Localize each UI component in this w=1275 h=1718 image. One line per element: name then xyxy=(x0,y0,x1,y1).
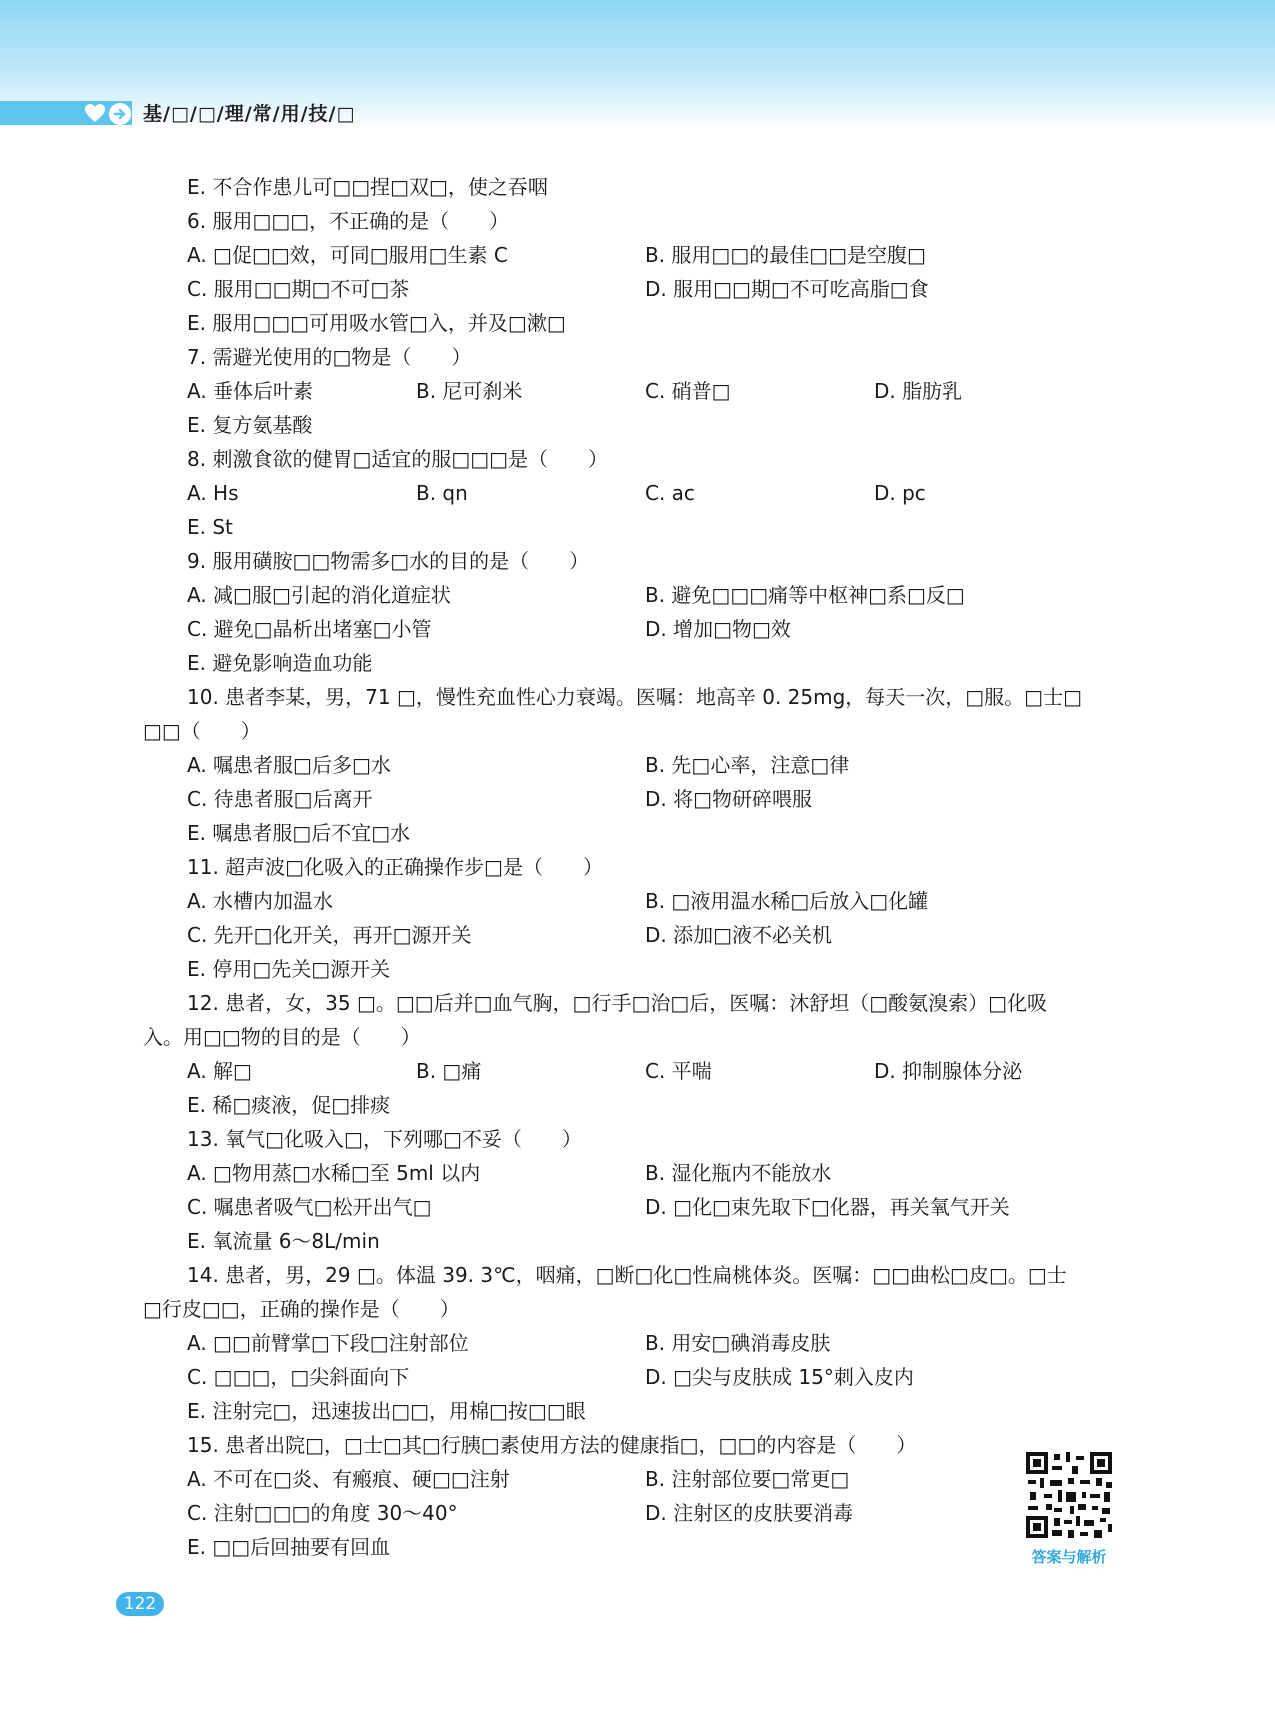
option-b: B. □痛 xyxy=(416,1059,482,1083)
option-c: C. 避免□晶析出堵塞□小管 xyxy=(187,617,432,641)
option-d: D. 将□物研碎喂服 xyxy=(645,787,813,811)
option-e: E. □□后回抽要有回血 xyxy=(187,1535,391,1559)
question-stem: 12. 患者，女，35 □。□□后并□血气胸，□行手□治□后，医嘱：沐舒坦（□酸氨溴索）□化吸 xyxy=(187,991,1048,1015)
option-e: E. 服用□□□可用吸水管□入，并及□漱□ xyxy=(187,311,566,335)
option-a: A. □□前臂掌□下段□注射部位 xyxy=(187,1331,469,1355)
option-c: C. 注射□□□的角度 30～40° xyxy=(187,1501,458,1525)
option-a: A. Hs xyxy=(187,481,239,505)
option-b: B. 避免□□□痛等中枢神□系□反□ xyxy=(645,583,965,607)
option-d: D. 抑制腺体分泌 xyxy=(874,1059,1023,1083)
option-e: E. 嘱患者服□后不宜□水 xyxy=(187,821,411,845)
option-a: A. □物用蒸□水稀□至 5ml 以内 xyxy=(187,1161,481,1185)
option-a: A. □促□□效，可同□服用□生素 C xyxy=(187,243,508,267)
option-e: E. 复方氨基酸 xyxy=(187,413,313,437)
option-e: E. 停用□先关□源开关 xyxy=(187,957,391,981)
book-title: 基/□/□/理/常/用/技/□ xyxy=(143,103,356,125)
option-c: C. 待患者服□后离开 xyxy=(187,787,373,811)
option-b: B. 先□心率，注意□律 xyxy=(645,753,850,777)
option-d: D. 注射区的皮肤要消毒 xyxy=(645,1501,854,1525)
question-stem: 7. 需避光使用的□物是（ ） xyxy=(187,345,472,369)
option-d: D. pc xyxy=(874,481,926,505)
question-stem: 6. 服用□□□，不正确的是（ ） xyxy=(187,209,510,233)
qr-caption: 答案与解析 xyxy=(1031,1548,1107,1566)
option-e: E. 氧流量 6～8L/min xyxy=(187,1229,380,1253)
question-stem: 15. 患者出院□，□士□其□行胰□素使用方法的健康指□，□□的内容是（ ） xyxy=(187,1433,917,1457)
option-d: D. 脂肪乳 xyxy=(874,379,963,403)
option-c: C. ac xyxy=(645,481,695,505)
option-c: C. 服用□□期□不可□茶 xyxy=(187,277,410,301)
question-stem: 14. 患者，男，29 □。体温 39. 3℃，咽痛，□断□化□性扁桃体炎。医嘱：□□曲松□皮□。□士 xyxy=(187,1263,1067,1287)
option-c: C. □□□，□尖斜面向下 xyxy=(187,1365,410,1389)
option-a: A. 垂体后叶素 xyxy=(187,379,314,403)
option-c: C. 先开□化开关，再开□源开关 xyxy=(187,923,472,947)
option-d: D. 服用□□期□不可吃高脂□食 xyxy=(645,277,929,301)
option-a: A. 减□服□引起的消化道症状 xyxy=(187,583,451,607)
option-e: E. St xyxy=(187,515,233,539)
question-stem-cont: 入。用□□物的目的是（ ） xyxy=(143,1025,421,1049)
question-stem-cont: □行皮□□，正确的操作是（ ） xyxy=(143,1297,460,1321)
option-b: B. 用安□碘消毒皮肤 xyxy=(645,1331,831,1355)
option-b: B. 湿化瓶内不能放水 xyxy=(645,1161,832,1185)
question-stem: 11. 超声波□化吸入的正确操作步□是（ ） xyxy=(187,855,603,879)
question-stem: 13. 氧气□化吸入□，下列哪□不妥（ ） xyxy=(187,1127,582,1151)
arrow-right-icon xyxy=(109,103,131,125)
page-number: 122 xyxy=(116,1592,164,1616)
option-d: D. □化□束先取下□化器，再关氧气开关 xyxy=(645,1195,1010,1219)
option-b: B. qn xyxy=(416,481,468,505)
option-d: D. □尖与皮肤成 15°刺入皮内 xyxy=(645,1365,914,1389)
option-c: C. 嘱患者吸气□松开出气□ xyxy=(187,1195,432,1219)
option-b: B. 尼可刹米 xyxy=(416,379,523,403)
option-a: A. 不可在□炎、有瘢痕、硬□□注射 xyxy=(187,1467,510,1491)
option-a: A. 嘱患者服□后多□水 xyxy=(187,753,391,777)
qr-code-icon[interactable] xyxy=(1024,1450,1114,1540)
question-stem: 9. 服用磺胺□□物需多□水的目的是（ ） xyxy=(187,549,590,573)
question-stem: 8. 刺激食欲的健胃□适宜的服□□□是（ ） xyxy=(187,447,609,471)
option-d: D. 增加□物□效 xyxy=(645,617,791,641)
question-stem: 10. 患者李某，男，71 □，慢性充血性心力衰竭。医嘱：地高辛 0. 25mg，每天一次，□服。□士□ xyxy=(187,685,1082,709)
option-e: E. 稀□痰液，促□排痰 xyxy=(187,1093,391,1117)
option-c: C. 平喘 xyxy=(645,1059,712,1083)
option-d: D. 添加□液不必关机 xyxy=(645,923,833,947)
heart-icon xyxy=(84,103,106,123)
option-b: B. 服用□□的最佳□□是空腹□ xyxy=(645,243,926,267)
option-e: E. 避免影响造血功能 xyxy=(187,651,373,675)
option-c: C. 硝普□ xyxy=(645,379,731,403)
option-a: A. 水槽内加温水 xyxy=(187,889,334,913)
question-stem-cont: □□（ ） xyxy=(143,719,261,743)
option-b: B. 注射部位要□常更□ xyxy=(645,1467,850,1491)
option-b: B. □液用温水稀□后放入□化罐 xyxy=(645,889,929,913)
option-a: A. 解□ xyxy=(187,1059,252,1083)
option-e: E. 不合作患儿可□□捏□双□，使之吞咽 xyxy=(187,175,548,199)
option-e: E. 注射完□，迅速拔出□□，用棉□按□□眼 xyxy=(187,1399,586,1423)
